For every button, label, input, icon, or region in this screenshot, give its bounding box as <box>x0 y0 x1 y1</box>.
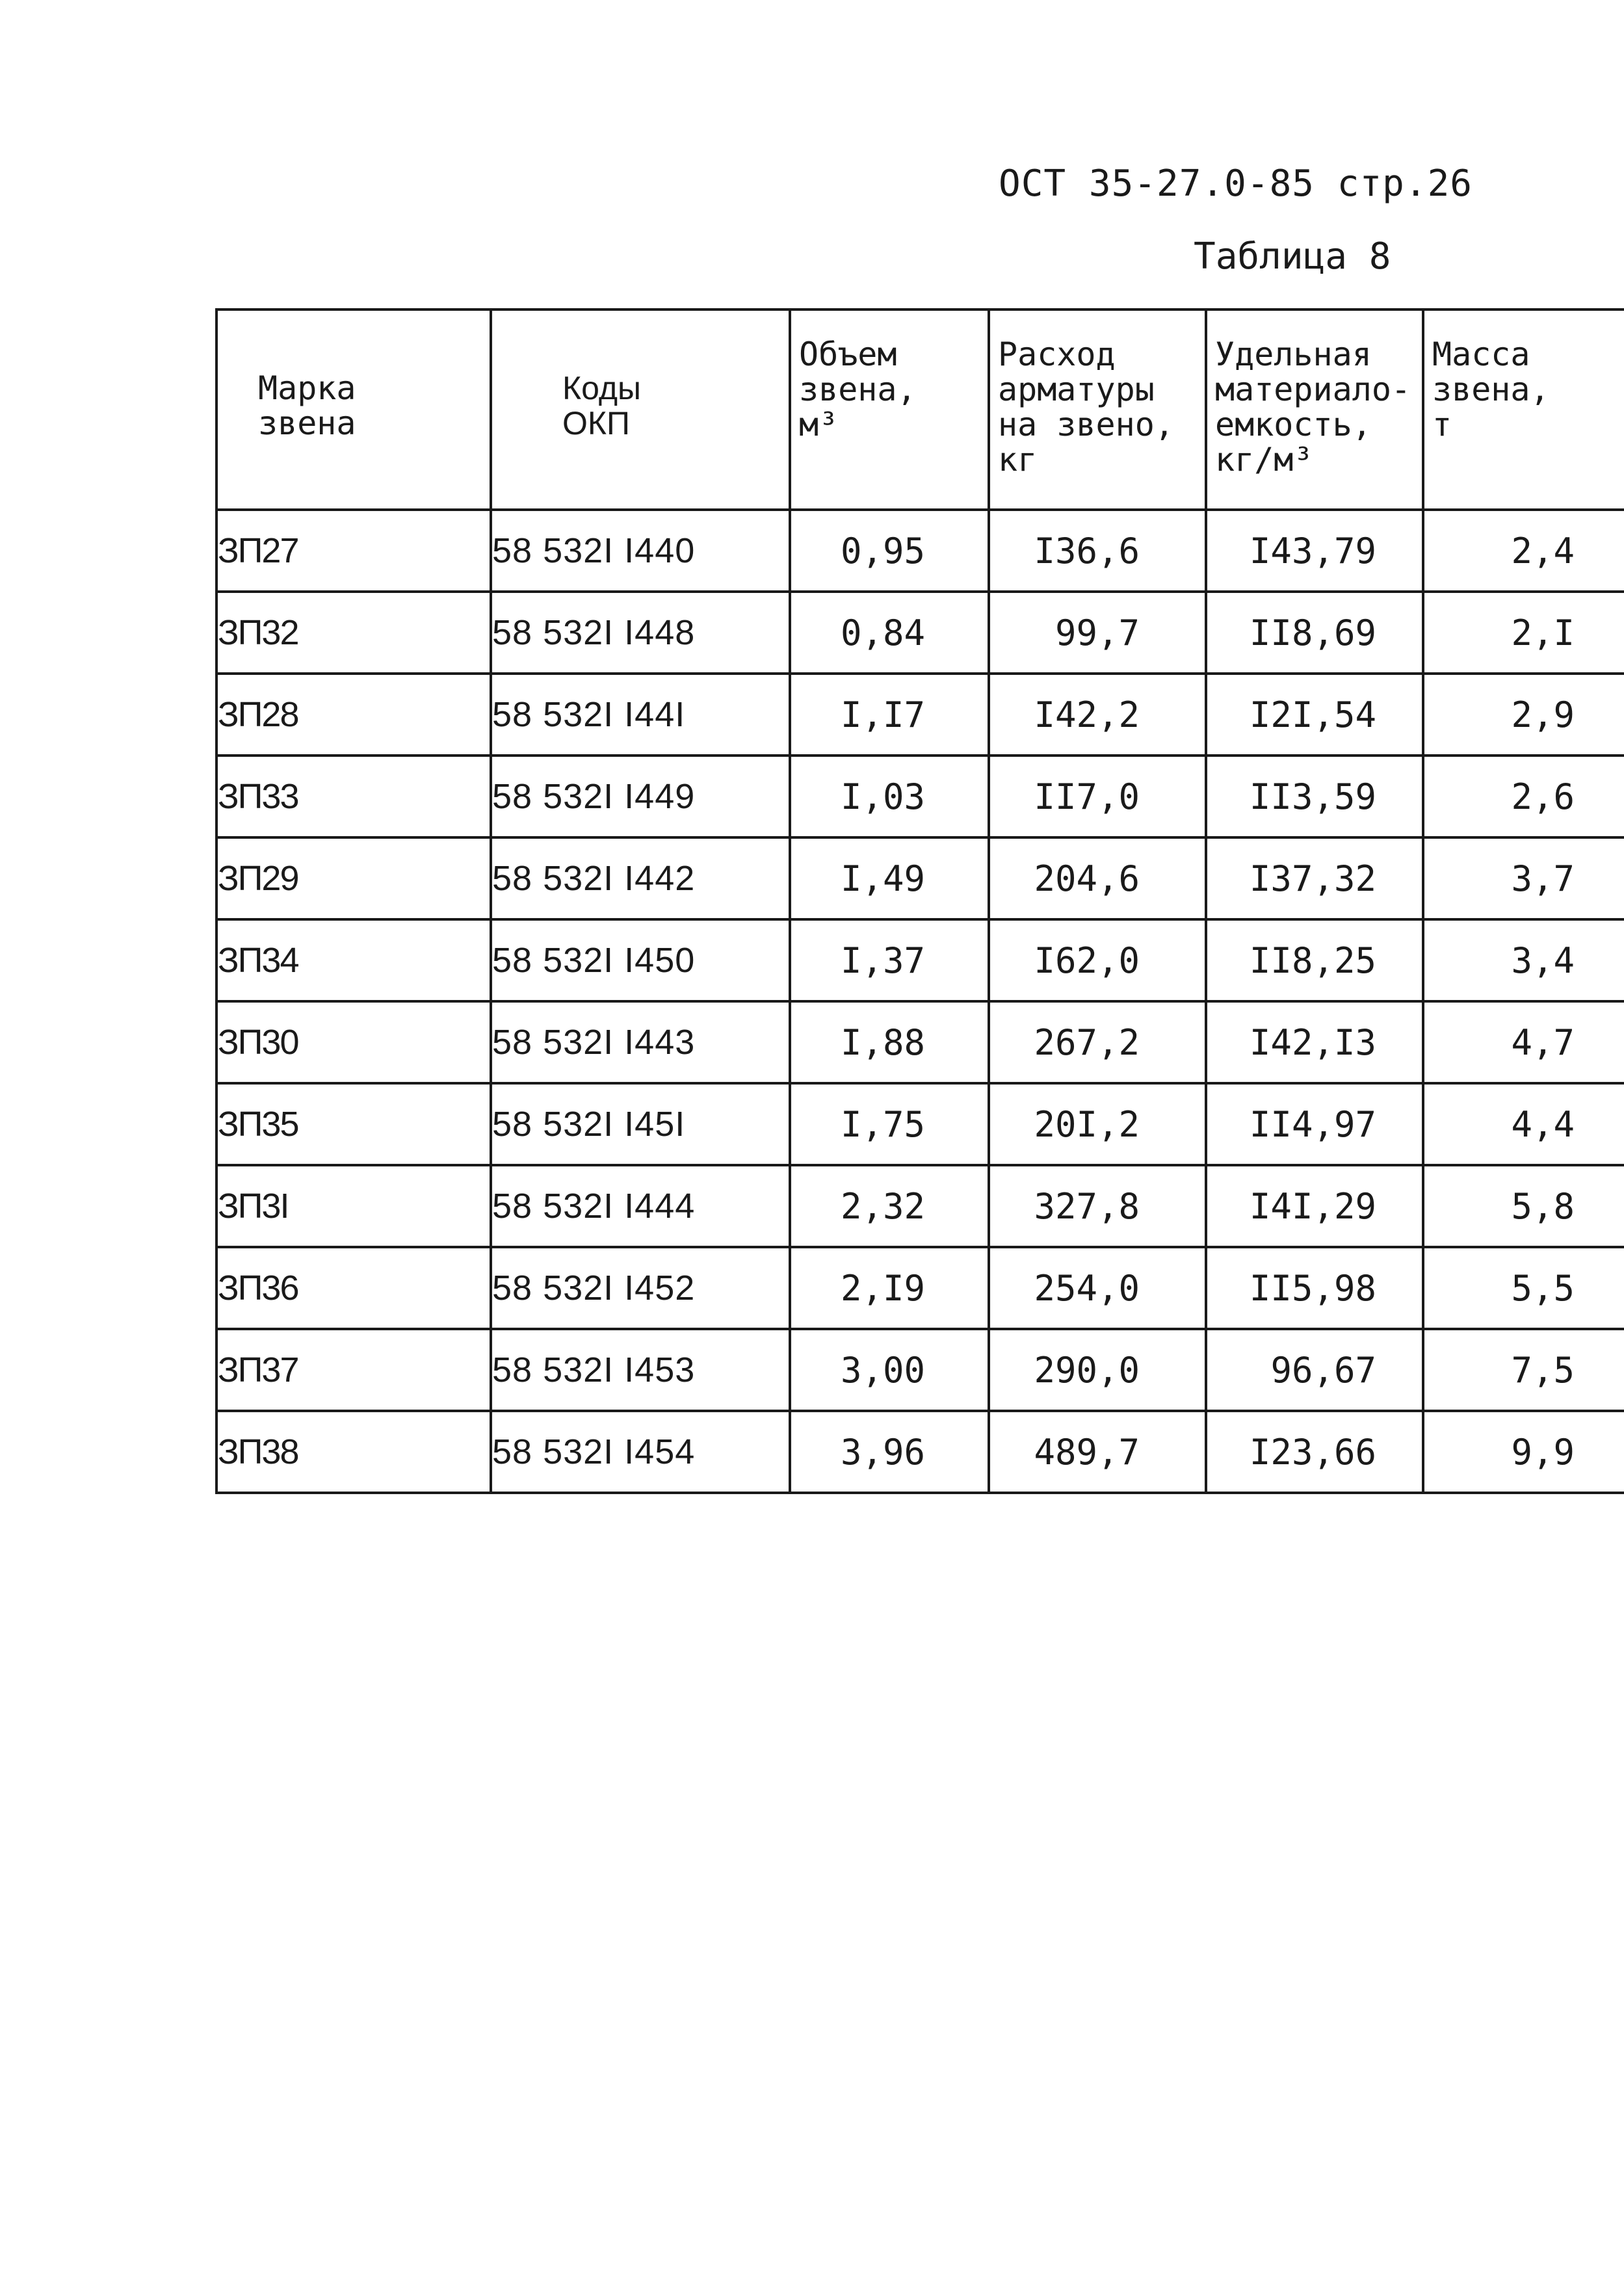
cell-intensity: I2I,54 <box>1206 674 1423 756</box>
cell-rebar: 204,6 <box>989 837 1206 919</box>
cell-mass: 7,5 <box>1423 1329 1624 1411</box>
table-row <box>216 1083 1624 1165</box>
cell-mark: ЗП34 <box>216 919 491 1001</box>
cell-mark: ЗП33 <box>216 756 491 837</box>
cell-mark: ЗП28 <box>216 674 491 756</box>
cell-okp-code: 58 532I I448 <box>491 592 790 674</box>
cell-volume: 2,32 <box>790 1165 989 1247</box>
table-row <box>216 756 1624 837</box>
cell-okp-code: 58 532I I444 <box>491 1165 790 1247</box>
cell-volume: 3,96 <box>790 1411 989 1493</box>
cell-okp-code: 58 532I I442 <box>491 837 790 919</box>
cell-mark: ЗП30 <box>216 1001 491 1083</box>
cell-mark: ЗП35 <box>216 1083 491 1165</box>
cell-mark: ЗП27 <box>216 510 491 592</box>
cell-okp-code: 58 532I I443 <box>491 1001 790 1083</box>
cell-okp-code: 58 532I I449 <box>491 756 790 837</box>
cell-okp-code: 58 532I I45I <box>491 1083 790 1165</box>
cell-rebar: I42,2 <box>989 674 1206 756</box>
cell-rebar: 489,7 <box>989 1411 1206 1493</box>
cell-intensity: II8,25 <box>1206 919 1423 1001</box>
column-header-mark: Марка звена <box>216 309 491 510</box>
table-row <box>216 919 1624 1001</box>
cell-mark: ЗП38 <box>216 1411 491 1493</box>
cell-okp-code: 58 532I I454 <box>491 1411 790 1493</box>
cell-intensity: I23,66 <box>1206 1411 1423 1493</box>
cell-volume: I,49 <box>790 837 989 919</box>
table-row <box>216 1247 1624 1329</box>
column-header-rebar-consumption: Расход арматуры на звено, кг <box>989 309 1206 510</box>
cell-mark: ЗП36 <box>216 1247 491 1329</box>
cell-intensity: II4,97 <box>1206 1083 1423 1165</box>
cell-intensity: II3,59 <box>1206 756 1423 837</box>
cell-intensity: I4I,29 <box>1206 1165 1423 1247</box>
cell-mass: 2,4 <box>1423 510 1624 592</box>
document-reference: ОСТ 35-27.0-85 стр.26 <box>999 163 1473 205</box>
cell-volume: 0,95 <box>790 510 989 592</box>
cell-rebar: 254,0 <box>989 1247 1206 1329</box>
cell-volume: 2,I9 <box>790 1247 989 1329</box>
cell-intensity: I42,I3 <box>1206 1001 1423 1083</box>
cell-okp-code: 58 532I I450 <box>491 919 790 1001</box>
cell-mass: 2,9 <box>1423 674 1624 756</box>
column-header-volume: Объем звена, м³ <box>790 309 989 510</box>
column-header-material-intensity: Удельная материало- емкость, кг/м³ <box>1206 309 1423 510</box>
cell-rebar: 20I,2 <box>989 1083 1206 1165</box>
cell-rebar: I36,6 <box>989 510 1206 592</box>
cell-volume: I,88 <box>790 1001 989 1083</box>
table-row <box>216 1329 1624 1411</box>
cell-intensity: II5,98 <box>1206 1247 1423 1329</box>
cell-mark: ЗП29 <box>216 837 491 919</box>
table-row <box>216 1001 1624 1083</box>
data-table <box>215 308 1624 1494</box>
table-row <box>216 1165 1624 1247</box>
cell-mass: 4,4 <box>1423 1083 1624 1165</box>
cell-mark: ЗП32 <box>216 592 491 674</box>
cell-mass: 3,7 <box>1423 837 1624 919</box>
table-caption: Таблица 8 <box>1194 235 1391 278</box>
table-row <box>216 510 1624 592</box>
cell-rebar: 267,2 <box>989 1001 1206 1083</box>
cell-mass: 5,5 <box>1423 1247 1624 1329</box>
cell-volume: 3,00 <box>790 1329 989 1411</box>
cell-okp-code: 58 532I I440 <box>491 510 790 592</box>
cell-intensity: II8,69 <box>1206 592 1423 674</box>
cell-mass: 3,4 <box>1423 919 1624 1001</box>
cell-mark: ЗП3I <box>216 1165 491 1247</box>
cell-intensity: 96,67 <box>1206 1329 1423 1411</box>
column-header-codes: Коды ОКП <box>491 309 790 510</box>
cell-mark: ЗП37 <box>216 1329 491 1411</box>
cell-rebar: II7,0 <box>989 756 1206 837</box>
cell-intensity: I37,32 <box>1206 837 1423 919</box>
cell-intensity: I43,79 <box>1206 510 1423 592</box>
cell-rebar: I62,0 <box>989 919 1206 1001</box>
cell-mass: 2,I <box>1423 592 1624 674</box>
cell-rebar: 99,7 <box>989 592 1206 674</box>
column-header-mass: Масса звена, т <box>1423 309 1624 510</box>
table-row <box>216 837 1624 919</box>
cell-mass: 2,6 <box>1423 756 1624 837</box>
cell-mass: 9,9 <box>1423 1411 1624 1493</box>
cell-mass: 5,8 <box>1423 1165 1624 1247</box>
table-header-row <box>216 309 1624 510</box>
cell-okp-code: 58 532I I452 <box>491 1247 790 1329</box>
cell-okp-code: 58 532I I453 <box>491 1329 790 1411</box>
cell-rebar: 327,8 <box>989 1165 1206 1247</box>
cell-volume: 0,84 <box>790 592 989 674</box>
cell-volume: I,75 <box>790 1083 989 1165</box>
cell-rebar: 290,0 <box>989 1329 1206 1411</box>
table-row <box>216 1411 1624 1493</box>
cell-volume: I,I7 <box>790 674 989 756</box>
cell-volume: I,37 <box>790 919 989 1001</box>
table-row <box>216 592 1624 674</box>
table-body <box>216 510 1624 1493</box>
table-row <box>216 674 1624 756</box>
cell-okp-code: 58 532I I44I <box>491 674 790 756</box>
cell-mass: 4,7 <box>1423 1001 1624 1083</box>
cell-volume: I,03 <box>790 756 989 837</box>
